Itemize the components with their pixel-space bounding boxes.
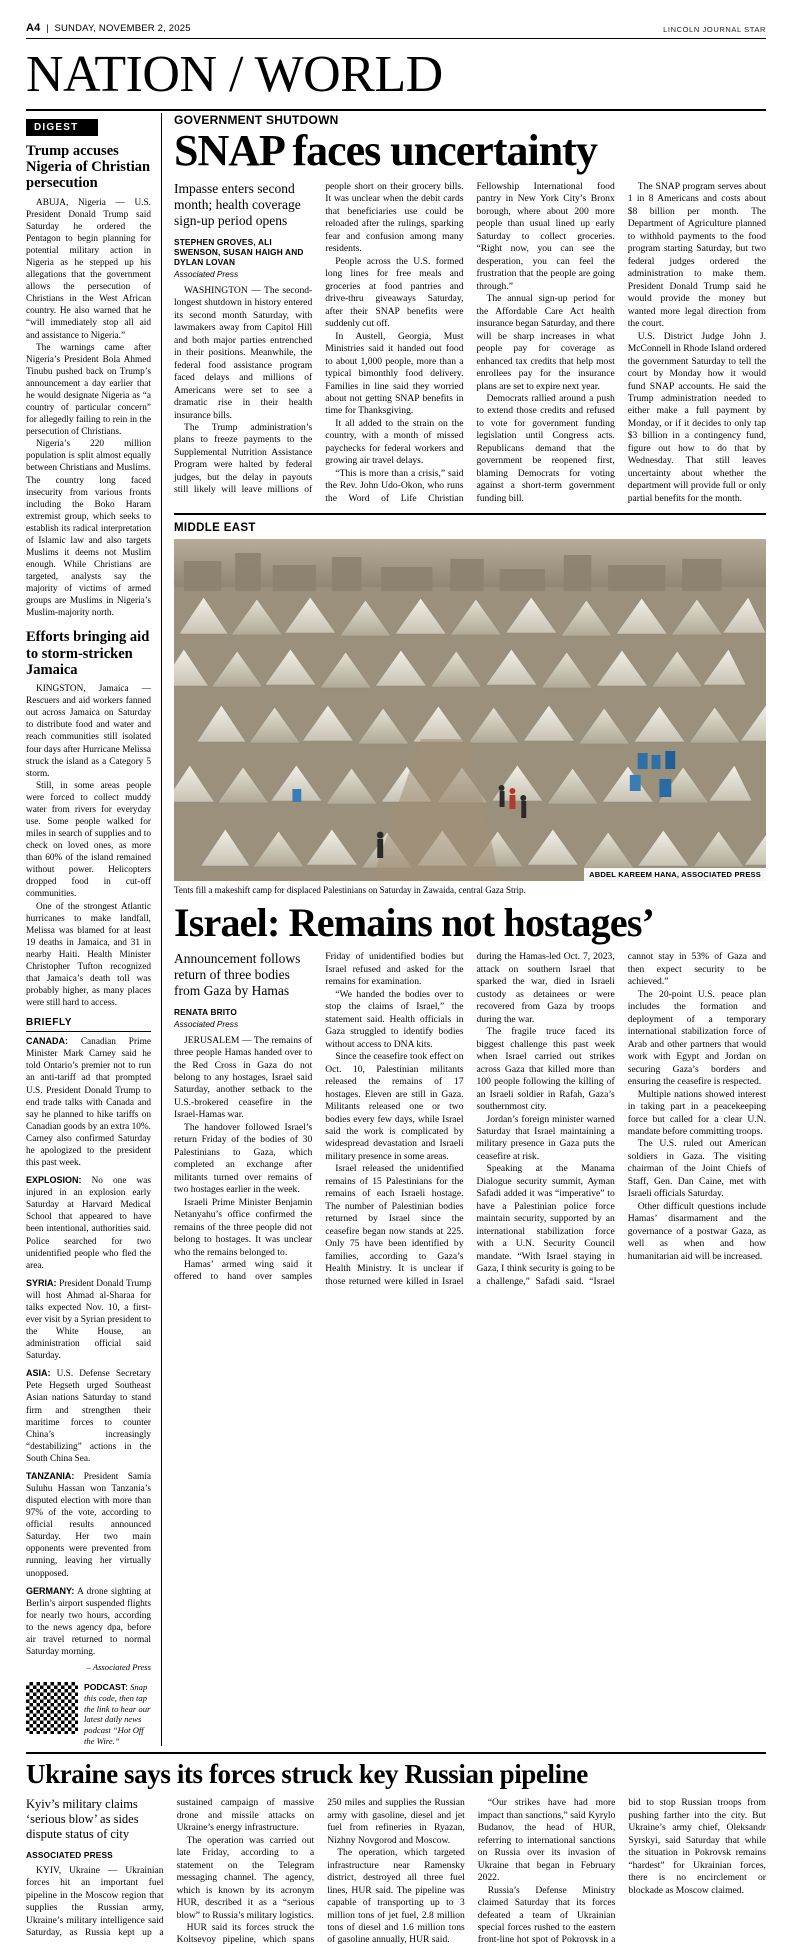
israel-paragraph: Speaking at the Manama Dialogue security summit, Ayman Safadi added it was “imperative” to have a Palestinian police force maintain security, supported by an international stabilization force with a U.N. Security Council mandate. “With Israel staying in Gaza, I think security is going to be a challenge,” Safadi said. “Israel cannot stay in 53% of Gaza and then expect security to be achieved.” <box>476 951 766 1287</box>
podcast-promo[interactable] <box>26 1682 151 1746</box>
snap-paragraph: It all added to the strain on the country, with a month of missed paychecks for federal workers and growing air travel delays. <box>325 417 464 467</box>
snap-paragraph: Democrats rallied around a push to extend those credits and refused to vote for government funding legislation until Congress acts. Republicans demand that the government be reopened first, blaming Democrats for voting against a short-term government funding bill. <box>476 392 615 504</box>
snap-paragraph: The annual sign-up period for the Affordable Care Act health insurance began Saturday, and there will be sharp increases in what people pay for coverage as enhanced tax credits that help most enrollees pay for the insurance plans are set to expire next year. <box>476 293 615 392</box>
ukraine-body <box>26 1797 766 1947</box>
snap-paragraph: The SNAP program serves about 1 in 8 Americans and costs about $8 billion per month. The Department of Agriculture planned to withhold payments to the food program starting Saturday, but two federal judges ordered the administration to make them. President Donald Trump said he would provide the money but wanted more legal direction from the court. <box>627 181 766 330</box>
brief-item <box>26 1036 151 1169</box>
israel-body <box>174 951 766 1288</box>
paper-name: LINCOLN JOURNAL STAR <box>663 25 766 34</box>
folio-left <box>26 22 191 34</box>
divider <box>26 1752 766 1754</box>
brief-text: President Donald Trump will host Ahmad al-Sharaa for talks expected Nov. 10, a first-ever visit by a Syrian president to the White House, an administration official said Saturday. <box>26 1278 151 1362</box>
brief-label: GERMANY: <box>26 1585 75 1596</box>
ukraine-paragraph: “Our strikes have had more impact than sanctions,” said Kyrylo Budanov, the head of HUR, referring to international sanctions on Russia over its invasion of Ukraine that began in February 2022. <box>477 1797 616 1884</box>
promo-body: Snap this code, then tap the link to hear our latest daily news podcast “Hot Off the Wire.” <box>84 1682 151 1746</box>
ukraine-headline: Ukraine says its forces struck key Russian pipeline <box>26 1759 588 1790</box>
main-column <box>162 113 766 1746</box>
digest-tab: DIGEST <box>26 119 98 136</box>
ukraine-paragraph: The operation, which targeted infrastructure near Ramensky district, destroyed all three fuel lines, HUR said. The pipeline was capable of transporting up to 3 million tons of jet fuel, 2.8 million tons of diesel and 1.6 million tons of gasoline annually, HUR said. <box>327 1847 465 1946</box>
snap-byline-org: Associated Press <box>174 268 239 279</box>
israel-headline: Israel: Remains not hostages’ <box>174 900 655 946</box>
ukraine-paragraph: The operation was carried out late Friday, according to a statement on the Telegram messaging channel. The agency, which is known by its acronym HUR, described it as a “serious blow” to Russia’s military logistics. <box>176 1834 315 1921</box>
digest-paragraph: Nigeria’s 220 million population is split almost equally between Christians and Muslims. The country long faced insecurity from various fronts including the Boko Haram extremist group, which seeks to establish its radical interpretation of Islamic law and also targets Muslims it deems not Muslim enough. While Christians are targeted, analysts say the majority of victims of armed groups are Muslims in Nigeria’s Muslim-majority north. <box>26 439 151 619</box>
israel-paragraph: Jordan’s foreign minister warned Saturday that Israel maintaining a military presence in Gaza puts the ceasefire at risk. <box>476 1113 615 1162</box>
brief-item <box>26 1278 151 1363</box>
folio <box>26 22 766 39</box>
digest-column <box>26 113 162 1746</box>
brief-label: CANADA: <box>26 1036 68 1047</box>
snap-paragraph: U.S. District Judge John J. McConnell in Rhode Island ordered the government Saturday to tell the court by Monday how it would fund SNAP accounts. He said the Trump administration needed to either make a full payment by Monday, or if it decides to only tap $3 billion in a contingency fund, figure out how to do that by Wednesday. That still leaves uncertainty about whether the department will provide full or only partial benefits for the month. <box>627 330 766 504</box>
snap-paragraph: “This is more than a crisis,” said the Rev. John Udo-Okon, who runs the Word of Life Christian Fellowship International food pantry in New York City’s Bronx borough, where about 200 more people than usual lined up early Saturday to collect groceries. “Right now, you can see the desperation, you can feel the frustration that the people are going through.” <box>325 181 615 504</box>
digest-paragraph: KINGSTON, Jamaica — Rescuers and aid workers fanned out across Jamaica on Saturday to distribute food and water and reach communities still isolated four days after Hurricane Melissa struck the island as a Category 5 storm. <box>26 684 151 779</box>
ukraine-paragraph: KYIV, Ukraine — Ukrainian forces hit an important fuel pipeline in the Moscow region that supplies the Russian army, Ukraine’s military intelligence said Saturday, as Russia kept up a sustained campaign of massive drone and missile attacks on Ukraine’s energy infrastructure. <box>26 1797 315 1939</box>
brief-item <box>26 1175 151 1272</box>
qr-code-icon[interactable] <box>26 1682 78 1734</box>
brief-label: EXPLOSION: <box>26 1175 82 1186</box>
snap-paragraph: The Trump administration’s plans to freeze payments to the Supplemental Nutrition Assistance Program were halted by federal judges, but the delay in payouts still likely will leave millions of people short on their grocery bills. It was unclear when the debit cards that beneficiaries use could be reloaded after the rulings, sparking fear and confusion among many residents. <box>174 181 464 496</box>
page-title: NATION / WORLD <box>26 39 766 111</box>
middle-east-kicker: MIDDLE EAST <box>174 522 256 535</box>
israel-paragraph: The fragile truce faced its biggest challenge this past week when Israel carried out strikes across Gaza that killed more than 100 people following the killing of an Israeli soldier in Rafah, Gaza’s southernmost city. <box>476 1026 615 1113</box>
digest-paragraph: Still, in some areas people were forced to collect muddy water from rivers for everyday use. Some people walked for miles in search of supplies and to check on loved ones, as more than 60% of the island remained without power. Helicopters dropped food in cut-off communities. <box>26 780 151 900</box>
photo-illustration <box>174 539 766 881</box>
ukraine-byline-org: ASSOCIATED PRESS <box>26 1849 113 1860</box>
upper-body <box>26 113 766 1746</box>
snap-deck: Impasse enters second month; health coverage sign-up period opens <box>174 181 301 228</box>
photo-caption: Tents fill a makeshift camp for displaced Palestinians on Saturday in Zawaida, central Gaza Strip. <box>174 885 526 896</box>
ukraine-paragraph: HUR said its forces struck the Koltsevoy pipeline, which spans 250 miles and supplies the Russian army with gasoline, diesel and jet fuel from refineries in Ryazan, Nizhny Novgorod and Moscow. <box>176 1797 465 1946</box>
briefly-label: BRIEFLY <box>26 1017 151 1032</box>
brief-text: President Samia Suluhu Hassan won Tanzania’s disputed election with more than 97% of the vote, according to official results announced Saturday. Her two main opponents were prevented from running, leaving her virtually unopposed. <box>26 1471 151 1579</box>
brief-text: U.S. Defense Secretary Pete Hegseth urged Southeast Asian nations Saturday to stand firm and strengthen their maritime forces to counter China’s increasingly “destabilizing” actions in the South China Sea. <box>26 1369 151 1464</box>
page-number: A4 <box>26 22 41 34</box>
snap-paragraph: WASHINGTON — The second-longest shutdown in history entered its second month Saturday, with lawmakers away from Capitol Hill and both major parties entrenched in their positions. Meanwhile, the federal food assistance program faced delays and millions of Americans were set to see a dramatic rise in their health insurance bills. <box>174 284 313 421</box>
brief-text: A drone sighting at Berlin’s airport suspended flights for nearly two hours, according to the news agency dpa, before air travel returned to normal Saturday morning. <box>26 1586 151 1657</box>
brief-text: Canadian Prime Minister Mark Carney said he told Ontario’s premier not to run an anti-tariff ad that prompted U.S. President Donald Trump to end trade talks with Canada and say he planned to hike tariffs on Canadian goods by an extra 10%. Carney also confirmed Saturday he apologized to the president this past week. <box>26 1037 151 1169</box>
digest-paragraph: ABUJA, Nigeria — U.S. President Donald Trump said Saturday he ordered the Pentagon to begin planning for potential military action in Nigeria as he stepped up his allegations that the government allows the persecution of Christians in the West African country. He also warned that he “will immediately stop all aid and assistance to Nigeria.” <box>26 197 151 341</box>
folio-separator: | <box>43 23 52 34</box>
digest-headline-1: Trump accuses Nigeria of Christian persecution <box>26 143 151 192</box>
brief-item <box>26 1471 151 1580</box>
digest-paragraph: One of the strongest Atlantic hurricanes to make landfall, Melissa was blamed for at least 19 deaths in Jamaica, and 31 in nearby Haiti. Health Minister Christopher Tufton recognized that Jamaica’s death toll was probably higher, as many places were still hard to access. <box>26 901 151 1009</box>
gaza-camp-photo <box>174 539 766 881</box>
snap-body <box>174 181 766 505</box>
israel-paragraph: Multiple nations showed interest in taking part in a peacekeeping force but called for a clear U.N. mandate before committing troops. <box>627 1088 766 1137</box>
israel-paragraph: “We handed the bodies over to stop the claims of Israel,” the statement said. Health officials in Gaza struggled to identify bodies without access to DNA kits. <box>325 988 464 1050</box>
israel-paragraph: Hamas’ armed wing said it offered to hand over samples Friday of unidentified bodies but Israel refused and asked for the remains for examination. <box>174 951 464 1283</box>
ukraine-story <box>26 1761 766 1946</box>
ukraine-deck: Kyiv’s military claims ‘serious blow’ as sides dispute status of city <box>26 1797 139 1841</box>
israel-paragraph: Israel released the unidentified remains of 15 Palestinians for the remains of each Israeli hostage. The number of Palestinian bodies returned by Israel since the ceasefire began now stands at 225. Only 75 have been identified by families, according to Gaza’s Health Ministry. It is unclear if those returned were killed in Israel during the Hamas-led Oct. 7, 2023, attack on southern Israel that sparked the war, died in Israeli custody as detainees or were recovered from Gaza by troops during the war. <box>325 951 615 1287</box>
folio-date: SUNDAY, NOVEMBER 2, 2025 <box>54 23 191 34</box>
brief-label: SYRIA: <box>26 1277 57 1288</box>
brief-text: No one was injured in an explosion early Saturday at Harvard Medical School that appeared to have been intentional, authorities said. Police searched for two unidentified people who fled the area. <box>26 1176 151 1271</box>
ukraine-paragraph: Russia’s Defense Ministry claimed Saturday that its forces defeated a team of Ukrainian special forces rushed to the eastern front-line hot spot of Pokrovsk in a bid to stop Russian troops from pushing farther into the city. But Ukraine’s army chief, Oleksandr Syrskyi, said Saturday that while the situation in Pokrovsk remains “hardest” for Ukrainian forces, there is no encirclement or blockade as Moscow claimed. <box>477 1797 766 1946</box>
israel-paragraph: Israeli Prime Minister Benjamin Netanyahu’s office confirmed the remains of the three people did not belong to hostages. It was unclear who the remains belonged to. <box>174 1196 313 1258</box>
israel-byline-org: Associated Press <box>174 1018 239 1029</box>
snap-headline: SNAP faces uncertainty <box>174 126 597 175</box>
snap-paragraph: People across the U.S. formed long lines for free meals and groceries at food pantries and drive-thru giveaways Saturday, after their SNAP benefits were suddenly cut off. <box>325 255 464 330</box>
brief-label: TANZANIA: <box>26 1470 75 1481</box>
israel-paragraph: JERUSALEM — The remains of three people Hamas handed over to the Red Cross in Gaza do not belong to any hostages, Israel said Saturday, another setback to the U.S.-brokered ceasefire in the Israel-Hamas war. <box>174 1034 313 1121</box>
photo-credit: ABDEL KAREEM HANA, ASSOCIATED PRESS <box>584 868 766 881</box>
israel-byline: RENATA BRITO <box>174 1007 237 1018</box>
israel-paragraph: Other difficult questions include Hamas’ disarmament and the governance of a postwar Gaza, as well as when and how humanitarian aid will be increased. <box>627 1200 766 1262</box>
brief-item <box>26 1586 151 1658</box>
digest-signature: – Associated Press <box>86 1662 151 1673</box>
israel-paragraph: The 20-point U.S. peace plan includes the formation and deployment of a temporary international stabilization force of Arab and other partners that would work with Egypt and Jordan on securing Gaza’s borders and ensuring the ceasefire is respected. <box>627 988 766 1088</box>
snap-kicker: GOVERNMENT SHUTDOWN <box>174 113 339 127</box>
promo-badge: PODCAST: <box>84 1682 128 1693</box>
israel-deck: Announcement follows return of three bodies from Gaza by Hamas <box>174 951 301 999</box>
brief-item <box>26 1368 151 1465</box>
promo-text <box>84 1682 151 1746</box>
israel-paragraph: The handover followed Israel’s return Friday of the bodies of 30 Palestinians to Gaza, which completed an exchange after militants turned over remains of two hostages earlier in the week. <box>174 1121 313 1196</box>
digest-paragraph: The warnings came after Nigeria’s President Bola Ahmed Tinubu pushed back on Trump’s announcement a day earlier that he would designate Nigeria as “a country of particular concern” for allegedly failing to rein in the persecution of Christians. <box>26 342 151 438</box>
israel-paragraph: The U.S. ruled out American soldiers in Gaza. The visiting chairman of the Joint Chiefs of Staff, Gen. Dan Caine, met with Israeli officials Saturday. <box>627 1138 766 1200</box>
digest-headline-2: Efforts bringing aid to storm-stricken Jamaica <box>26 629 150 678</box>
israel-paragraph: Since the ceasefire took effect on Oct. 10, Palestinian militants released the remains of 17 hostages. Eleven are still in Gaza. Militants released one or two bodies every few days, while Israel said the work is complicated by widespread devastation and Israeli military presence in some areas. <box>325 1051 464 1162</box>
snap-paragraph: In Austell, Georgia, Must Ministries said it handed out food to about 1,000 people, more than a typical bimonthly food delivery. Families in line said they worried about not getting SNAP benefits in time for Thanksgiving. <box>325 330 464 417</box>
snap-byline: STEPHEN GROVES, ALI SWENSON, SUSAN HAIGH AND DYLAN LOVAN <box>174 236 304 268</box>
brief-label: ASIA: <box>26 1368 51 1379</box>
